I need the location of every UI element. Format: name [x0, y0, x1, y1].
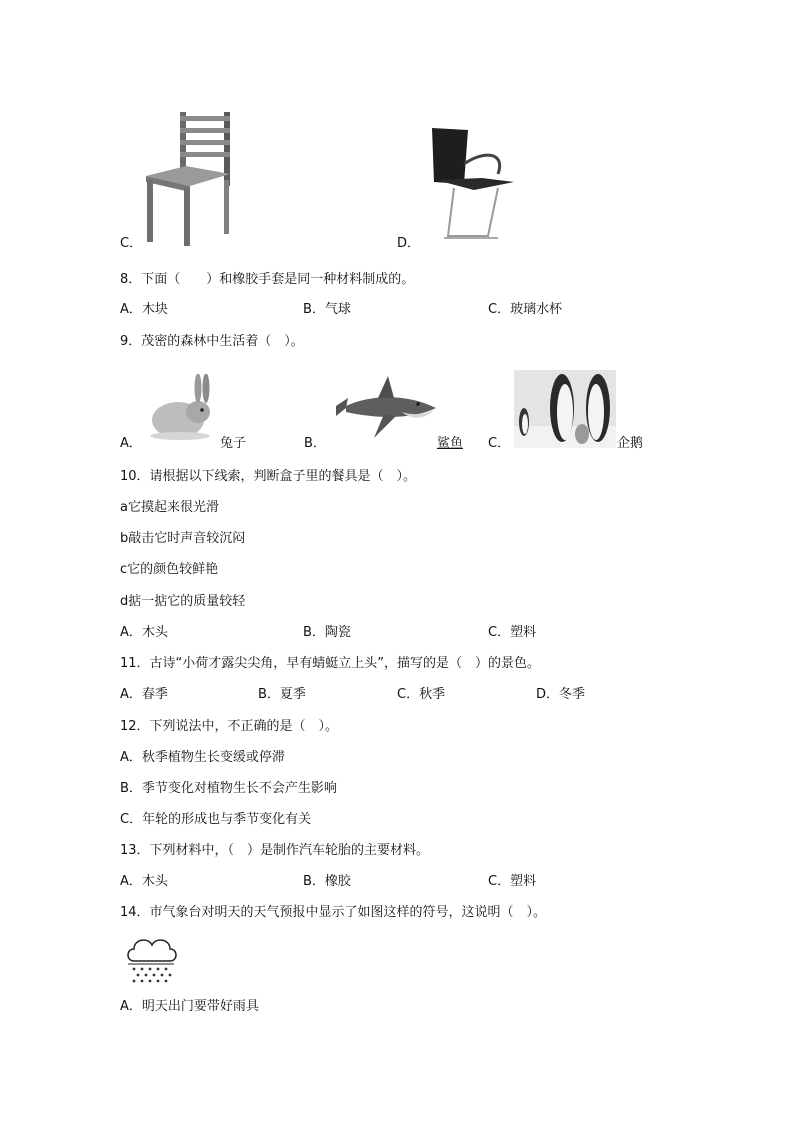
q10-clue-b: b敲击它时声音较沉闷	[120, 531, 246, 546]
rain-cloud-icon	[124, 935, 178, 985]
q10-option-a: A．木头	[120, 625, 168, 640]
q11-option-a: A．春季	[120, 687, 168, 702]
q9-option-b: B．	[304, 436, 326, 451]
q9-caption-rabbit: 兔子	[220, 436, 247, 451]
q11-question: 11．古诗“小荷才露尖尖角，早有蜻蜓立上头”，描写的是（ ）的景色。	[120, 656, 541, 671]
q12-option-b: B．季节变化对植物生长不会产生影响	[120, 781, 337, 796]
q10-question: 10．请根据以下线索，判断盒子里的餐具是（ ）。	[120, 469, 417, 484]
q11-option-b: B．夏季	[258, 687, 306, 702]
q9-option-c: C．	[488, 436, 511, 451]
q14-question: 14．市气象台对明天的天气预报中显示了如图这样的符号，这说明（ ）。	[120, 905, 547, 920]
q14-option-a: A．明天出门要带好雨具	[120, 999, 259, 1014]
q8-question: 8．下面（ ）和橡胶手套是同一种材料制成的。	[120, 272, 415, 287]
q8-option-b: B．气球	[303, 302, 351, 317]
shark-image	[332, 372, 440, 444]
q12-question: 12．下列说法中，不正确的是（ ）。	[120, 719, 339, 734]
q11-option-d: D．冬季	[536, 687, 586, 702]
q9-caption-shark: 鲨鱼	[437, 436, 464, 451]
rabbit-image	[148, 374, 218, 442]
office-chair-image	[424, 124, 516, 246]
q12-option-a: A．秋季植物生长变缓或停滞	[120, 750, 285, 765]
q10-clue-d: d掂一掂它的质量较轻	[120, 594, 246, 609]
q11-option-c: C．秋季	[397, 687, 446, 702]
q13-option-a: A．木头	[120, 874, 168, 889]
q13-question: 13．下列材料中，（ ）是制作汽车轮胎的主要材料。	[120, 843, 430, 858]
q13-option-b: B．橡胶	[303, 874, 351, 889]
penguin-image	[514, 370, 616, 448]
q10-option-c: C．塑料	[488, 625, 537, 640]
q9-question: 9．茂密的森林中生活着（ ）。	[120, 334, 304, 349]
q10-option-b: B．陶瓷	[303, 625, 351, 640]
q9-option-a: A．	[120, 436, 142, 451]
wooden-chair-image	[140, 108, 240, 248]
q8-option-c: C．玻璃水杯	[488, 302, 563, 317]
q7-option-c: C．	[120, 236, 143, 251]
q10-clue-a: a它摸起来很光滑	[120, 500, 219, 515]
q8-option-a: A．木块	[120, 302, 168, 317]
q13-option-c: C．塑料	[488, 874, 537, 889]
q7-option-d: D．	[397, 236, 421, 251]
q9-caption-penguin: 企鹅	[617, 436, 644, 451]
q12-option-c: C．年轮的形成也与季节变化有关	[120, 812, 312, 827]
q10-clue-c: c它的颜色较鲜艳	[120, 562, 219, 577]
